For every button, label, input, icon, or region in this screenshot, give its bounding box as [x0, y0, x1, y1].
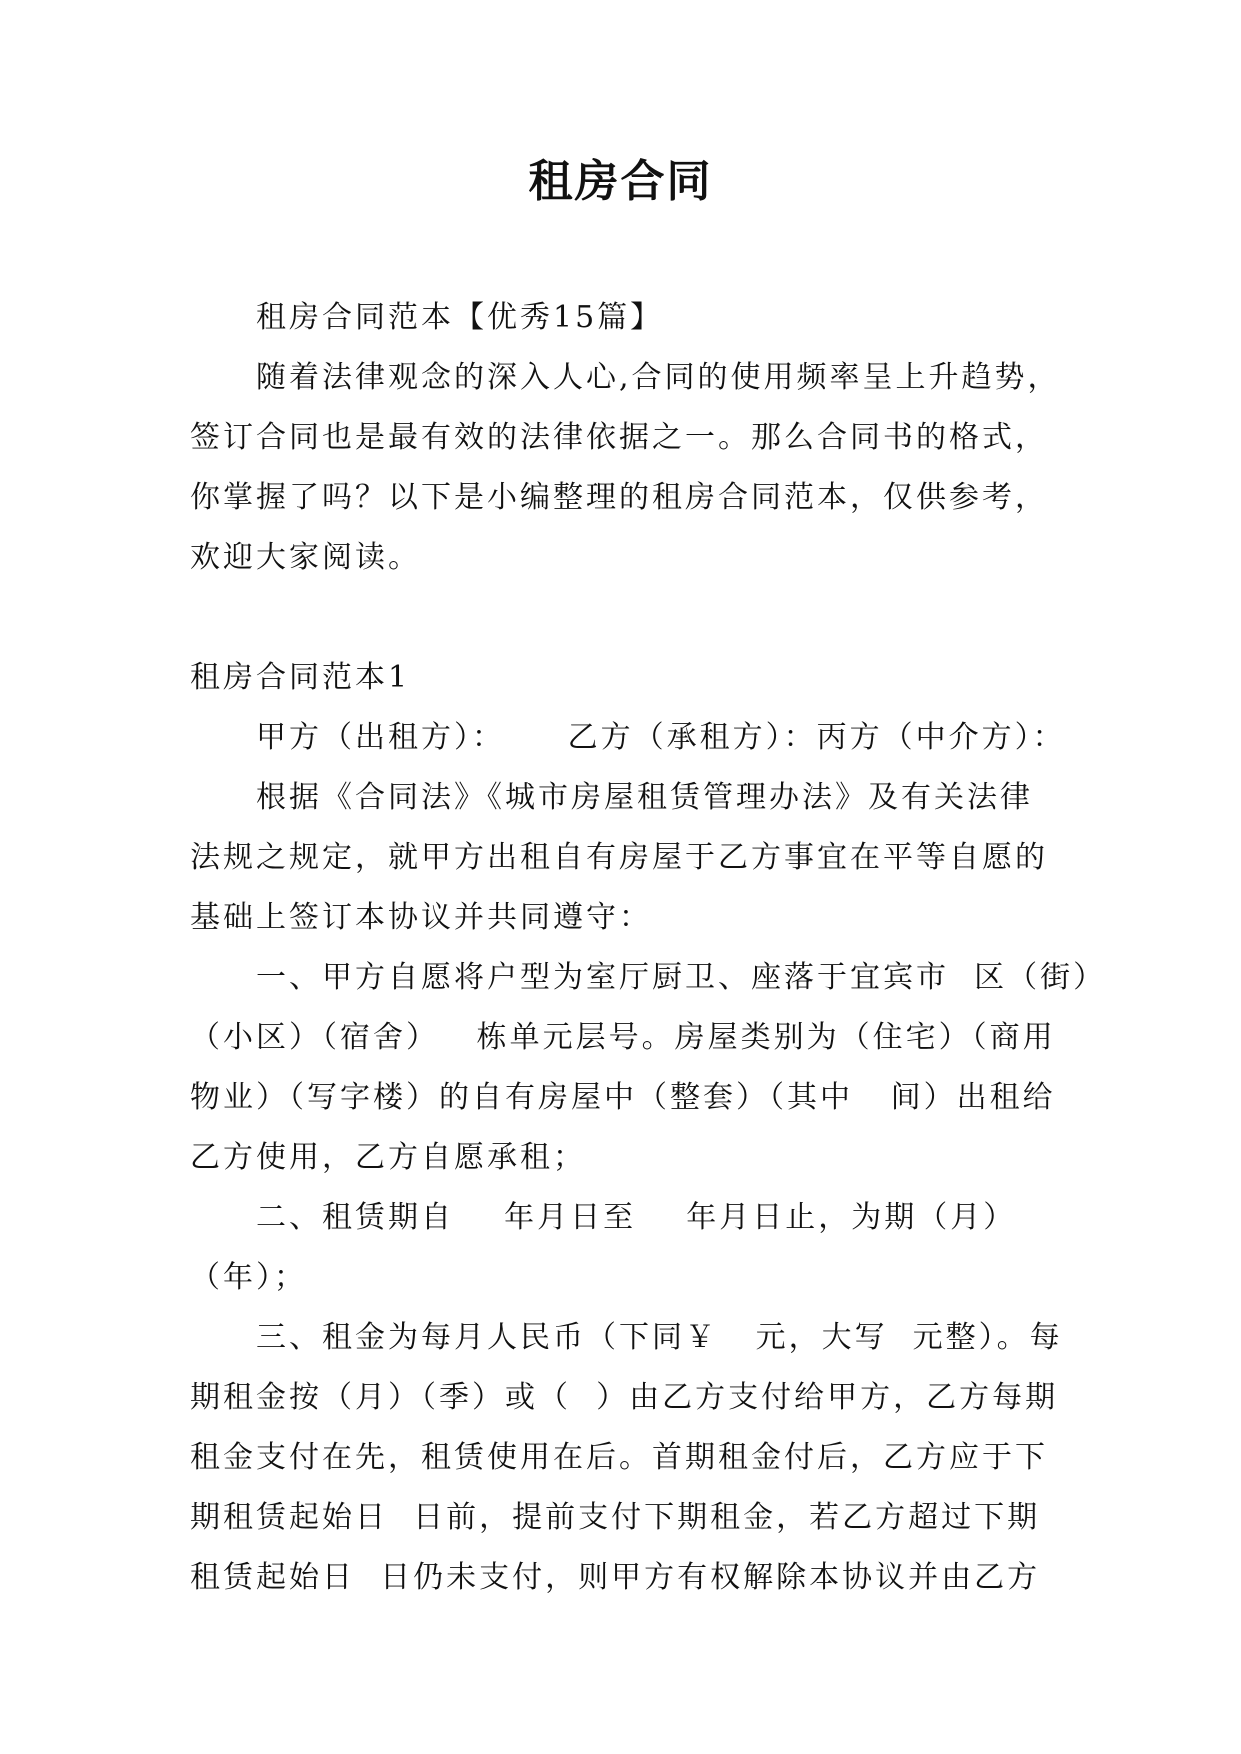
clause-line: 期租赁起始日 日前，提前支付下期租金，若乙方超过下期	[190, 1500, 1041, 1535]
clause-line: 期租金按（月）（季）或（ ）由乙方支付给甲方，乙方每期	[190, 1380, 1059, 1415]
document-title: 租房合同	[528, 156, 713, 207]
basis-line: 根据《合同法》《城市房屋租赁管理办法》及有关法律	[256, 780, 1033, 815]
clause-line: （小区）（宿舍） 栋单元层号。房屋类别为（住宅）（商用	[190, 1020, 1056, 1055]
clause-line: 物业）（写字楼）的自有房屋中（整套）（其中 间）出租给	[190, 1080, 1056, 1115]
clause-2	[190, 1188, 1060, 1308]
clause-3	[190, 1308, 1063, 1608]
clause-line: 三、租金为每月人民币（下同￥ 元，大写 元整）。每	[256, 1320, 1063, 1355]
clause-line: 租金支付在先，租赁使用在后。首期租金付后，乙方应于下	[190, 1440, 1048, 1475]
section-heading: 租房合同范本1	[190, 660, 411, 695]
clause-1	[190, 948, 1107, 1188]
intro-line: 签订合同也是最有效的法律依据之一。那么合同书的格式，	[190, 420, 1048, 455]
intro-paragraph	[190, 348, 1060, 588]
clause-line: 二、租赁期自 年月日至 年月日止，为期（月）	[256, 1200, 1017, 1235]
parties-line: 甲方（出租方）： 乙方（承租方）：丙方（中介方）：	[256, 720, 1066, 755]
intro-line: 欢迎大家阅读。	[190, 540, 421, 575]
clause-line: 一、甲方自愿将户型为室厅厨卫、座落于宜宾市 区（街）	[256, 960, 1107, 995]
document-body	[190, 288, 1107, 1608]
intro-heading: 租房合同范本【优秀15篇】	[256, 300, 664, 335]
spacer	[190, 588, 1060, 648]
basis-paragraph	[190, 768, 1060, 948]
clause-line: 租赁起始日 日仍未支付，则甲方有权解除本协议并由乙方	[190, 1560, 1041, 1595]
intro-line: 你掌握了吗？以下是小编整理的租房合同范本，仅供参考，	[190, 480, 1048, 515]
clause-line: 乙方使用，乙方自愿承租；	[190, 1140, 586, 1175]
basis-line: 基础上签订本协议并共同遵守：	[190, 900, 652, 935]
clause-line: （年）；	[190, 1260, 307, 1295]
basis-line: 法规之规定，就甲方出租自有房屋于乙方事宜在平等自愿的	[190, 840, 1048, 875]
intro-line: 随着法律观念的深入人心,合同的使用频率呈上升趋势，	[256, 360, 1061, 395]
